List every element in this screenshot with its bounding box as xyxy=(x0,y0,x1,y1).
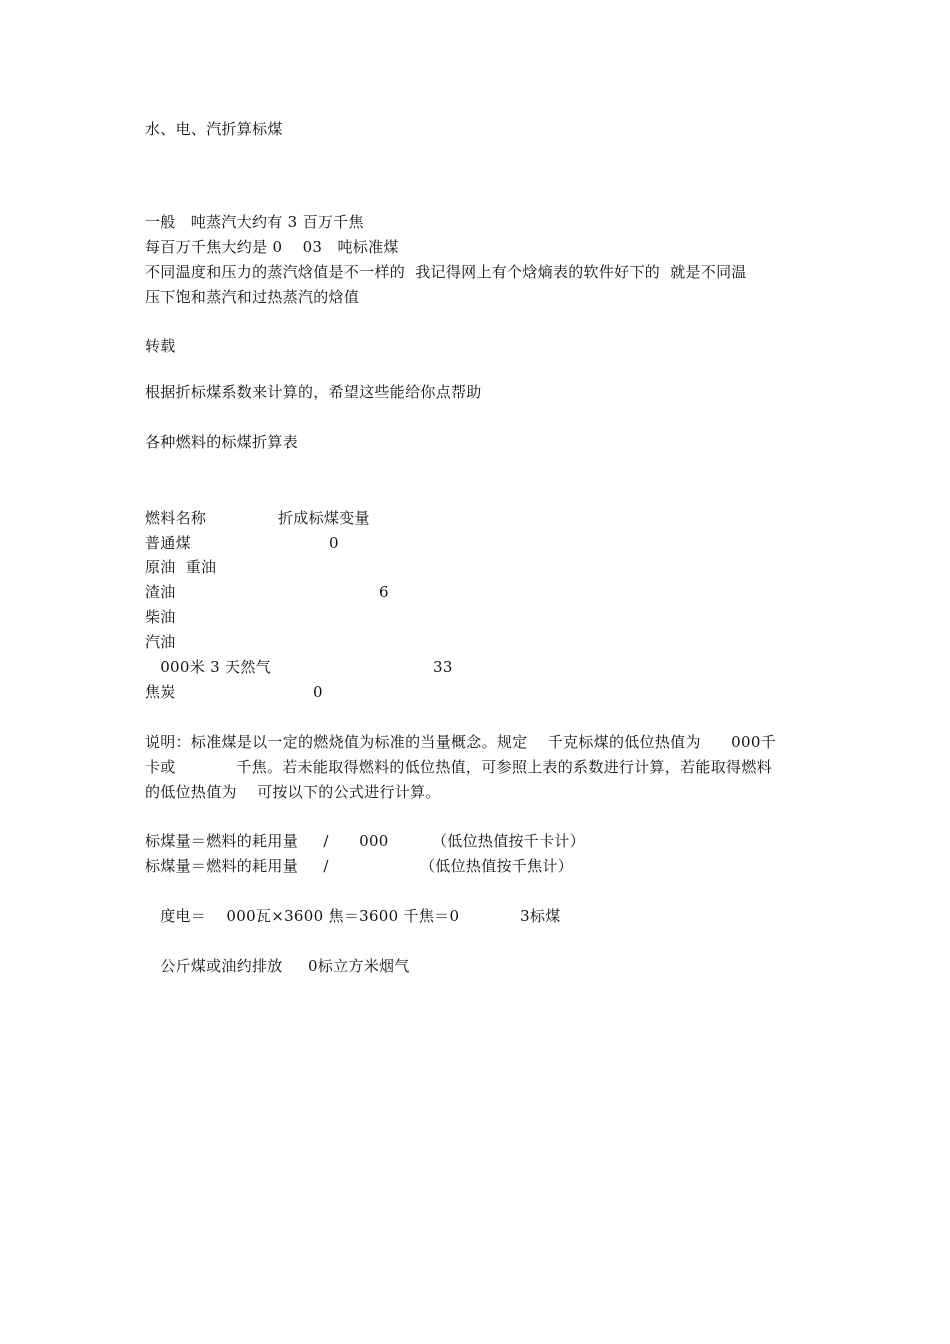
table-title: 各种燃料的标煤折算表 xyxy=(145,433,299,451)
fuel-value: 0 xyxy=(329,534,339,552)
basis-text: 根据折标煤系数来计算的，希望这些能给你点帮助 xyxy=(145,383,482,401)
fuel-name: 普通煤 xyxy=(145,534,191,552)
fuel-name: 焦炭 xyxy=(145,683,176,701)
intro-line: 每百万千焦大约是 0 03 吨标准煤 xyxy=(145,238,399,256)
electricity-conversion: 度电＝ 000瓦×3600 焦＝3600 千焦＝0 3标煤 xyxy=(145,907,561,925)
table-header-value: 折成标煤变量 xyxy=(278,509,370,527)
fuel-name: 汽油 xyxy=(145,633,176,651)
intro-line: 不同温度和压力的蒸汽焓值是不一样的 我记得网上有个焓熵表的软件好下的 就是不同温 xyxy=(145,263,747,281)
emission-note: 公斤煤或油约排放 0标立方米烟气 xyxy=(145,957,410,975)
repost-label: 转载 xyxy=(145,337,176,355)
formula-remark: （低位热值按千焦计） xyxy=(420,857,574,875)
formula-text: 标煤量＝燃料的耗用量 / xyxy=(145,857,329,875)
formula-remark: （低位热值按千卡计） xyxy=(432,832,586,850)
formula-text: 标煤量＝燃料的耗用量 / 000 xyxy=(145,832,389,850)
note-line: 说明：标准煤是以一定的燃烧值为标准的当量概念。规定 千克标煤的低位热值为 000千 xyxy=(145,733,777,751)
fuel-value: 6 xyxy=(379,583,389,601)
fuel-value: 33 xyxy=(433,658,453,676)
note-line: 卡或 千焦。若未能取得燃料的低位热值，可参照上表的系数进行计算，若能取得燃料 xyxy=(145,758,772,776)
intro-line: 一般 吨蒸汽大约有 3 百万千焦 xyxy=(145,213,364,231)
fuel-name: 原油 重油 xyxy=(145,558,217,576)
fuel-name: 渣油 xyxy=(145,583,176,601)
intro-line: 压下饱和蒸汽和过热蒸汽的焓值 xyxy=(145,288,360,306)
fuel-name: 柴油 xyxy=(145,608,176,626)
fuel-value: 0 xyxy=(313,683,323,701)
document-title: 水、电、汽折算标煤 xyxy=(145,120,283,138)
table-header-name: 燃料名称 xyxy=(145,509,207,527)
fuel-name: 000米 3 天然气 xyxy=(145,658,271,676)
note-line: 的低位热值为 可按以下的公式进行计算。 xyxy=(145,783,441,801)
